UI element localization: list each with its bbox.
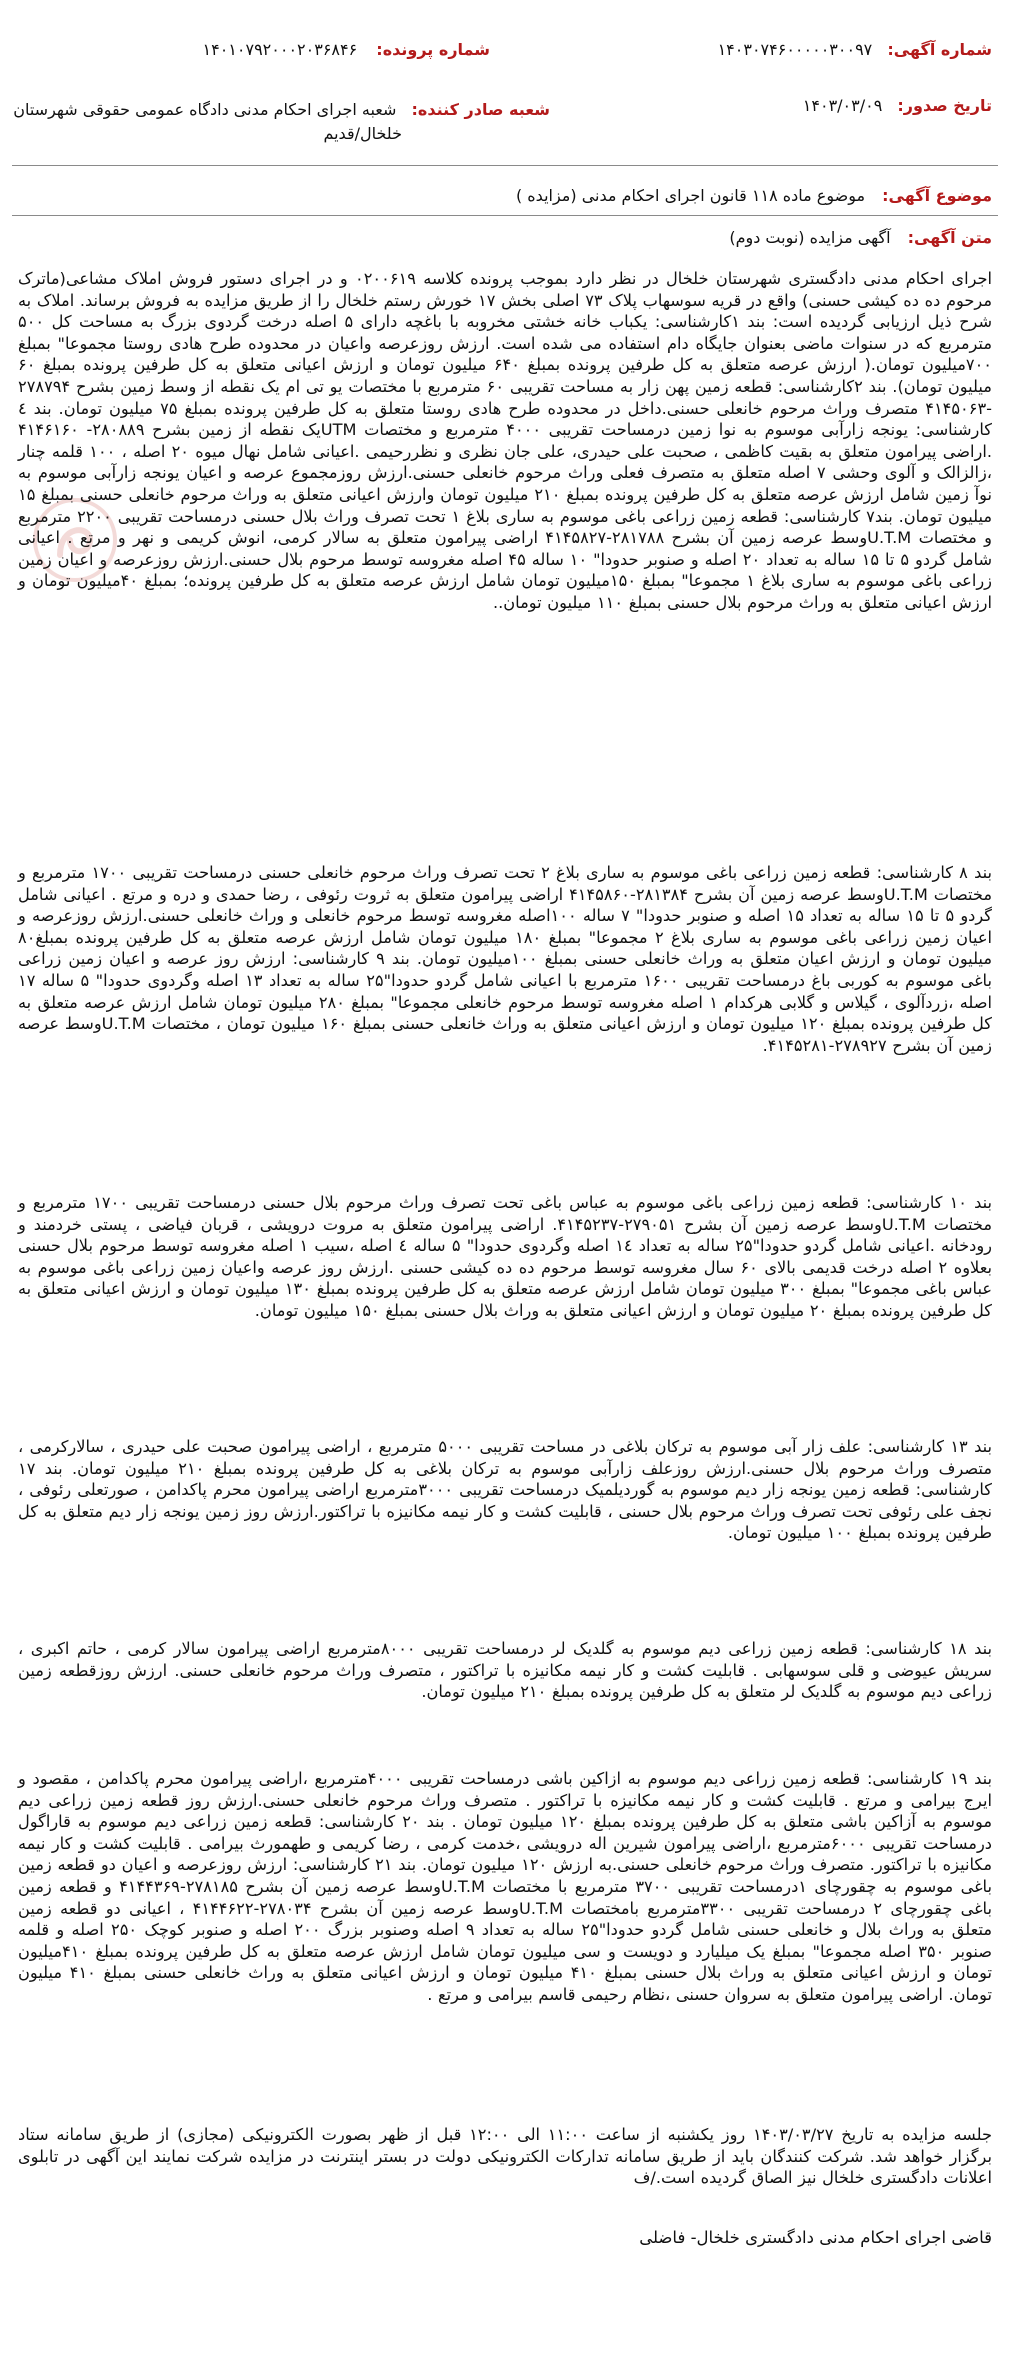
- ad-number-label: شماره آگهی:: [887, 40, 992, 59]
- body-title-label: متن آگهی:: [907, 228, 992, 247]
- subject-value: موضوع ماده ۱۱۸ قانون اجرای احکام مدنی (مزایده ): [515, 186, 866, 205]
- issuer-row: [13, 96, 550, 124]
- issuer-value-line2: خلخال/قدیم: [323, 124, 402, 143]
- signature-line: قاضی اجرای احکام مدنی دادگستری خلخال- فاضلی: [639, 2228, 992, 2247]
- issue-date-label: تاریخ صدور:: [897, 96, 992, 115]
- header-divider: [12, 165, 998, 166]
- ad-number-row: [718, 40, 992, 59]
- subject-label: موضوع آگهی:: [882, 186, 992, 205]
- case-number-row: [203, 40, 490, 59]
- paragraph-7: جلسه مزایده به تاریخ ۱۴۰۳/۰۳/۲۷ روز یکشنبه از ساعت ۱۱:۰۰ الی ۱۲:۰۰ قبل از ظهر بصورت الکترونیکی (مجازی) از طریق سامانه ستاد برگزار خواهد شد. شرکت کنندگان باید از طریق سامانه تدارکات الکترونیکی دولت در بستر اینترنت در مزایده شرکت نمایند این آگهی در تابلوی اعلانات دادگستری خلخال نیز الصاق گردیده است./ف: [18, 2125, 992, 2188]
- paragraph-2: بند ۸ کارشناسی: قطعه زمین زراعی باغی موسوم به ساری بلاغ ۲ تحت تصرف وراث مرحوم خانعلی حسنی درمساحت تقریبی ۱۷۰۰ مترمربع و مختصات U.T.Mوسط عرصه زمین آن بشرح ۲۸۱۳۸۴-۴۱۴۵۸۶۰ اراضی پیرامون متعلق به ثروت رئوفی ، رضا حمدی و دره و مرتع . اعیانی شامل گردو ۵ تا ۱۵ ساله به تعداد ۱۵ اصله و صنوبر حدودا" ۷ ساله ۱۰۰اصله مغروسه توسط مرحوم خانعلی و وراث خانعلی حسنی.ارزش روزعرصه و اعیان زمین زراعی باغی موسوم به ساری بلاغ ۲ مجموعا" بمبلغ ۱۸۰ میلیون تومان شامل ارزش عرصه متعلق به کل طرفین پرونده بمبلغ۸۰ میلیون تومان و ارزش اعیان متعلق به وراث خانعلی حسنی بمبلغ ۱۰۰میلیون تومان. بند ۹ کارشناسی: ارزش روز عرصه و اعیان زمین زراعی باغی موسوم به کوربی باغ درمساحت تقریبی ۱۶۰۰ مترمربع با اعیانی شامل گردو حدودا"۲۵ ساله به تعداد ۱۳ اصله وگردوی حدودا" ۵ ساله ۱۷ اصله ،زردآلوی ، گیلاس و گلابی هرکدام ۱ اصله مغروسه توسط مرحوم خانعلی مجموعا" بمبلغ ۲۸۰ میلیون تومان شامل ارزش عرصه متعلق به کل طرفین پرونده بمبلغ ۱۲۰ میلیون تومان و ارزش اعیانی متعلق به وراث خانعلی حسنی بمبلغ ۱۶۰ میلیون تومان ، مختصات U.T.Mوسط عرصه زمین آن بشرح ۲۷۸۹۲۷-۴۱۴۵۲۸۱.: [18, 863, 993, 1055]
- paragraph-5: بند ۱۸ کارشناسی: قطعه زمین زراعی دیم موسوم به گلدیک لر درمساحت تقریبی ۸۰۰۰مترمربع اراضی پیرامون سالار کرمی ، حاتم اکبری ، سریش عیوضی و قلی سوسهابی . قابلیت کشت و کار نیمه مکانیزه با تراکتور ، متصرف وراث مرحوم خانعلی حسنی. ارزش روزقطعه زمین زراعی دیم موسوم به گلدیک لر متعلق به کل طرفین پرونده بمبلغ ۲۱۰ میلیون تومان.: [18, 1639, 992, 1702]
- body-title-row: [729, 228, 992, 247]
- subject-divider: [12, 215, 998, 216]
- subject-row: [516, 186, 992, 205]
- issue-date-row: [803, 96, 992, 115]
- issuer-label: شعبه صادر کننده:: [411, 100, 550, 119]
- case-number-value: ۱۴۰۱۰۷۹۲۰۰۰۲۰۳۶۸۴۶: [202, 40, 358, 59]
- case-number-label: شماره پرونده:: [376, 40, 490, 59]
- paragraph-1: اجرای احکام مدنی دادگستری شهرستان خلخال در نظر دارد بموجب پرونده کلاسه ۰۲۰۰۶۱۹ و در اجرای دستور فروش املاک مشاعی(ماترک مرحوم ده ده کیشی حسنی) واقع در قریه سوسهاب پلاک ۷۳ اصلی بخش ۱۷ خورش رستم خلخال را از طریق مزایده به فروش برساند. املاک به شرح ذیل ارزیابی گردیده است: بند ۱کارشناسی: یکباب خانه خشتی مخروبه با باغچه دارای ۵ اصله درخت گردوی بزرگ به مساحت کل ۵۰۰ مترمربع که در سنوات ماضی بعنوان جایگاه دام استفاده می شده است. ارزش روزعرصه واعیان در محدوده طرح هادی روستا مجموعا" بمبلغ ۷۰۰میلیون تومان.( ارزش عرصه متعلق به کل طرفین پرونده بمبلغ ۶۴۰ میلیون تومان و ارزش اعیانی متعلق به کل طرفین پرونده بمبلغ ۶۰ میلیون تومان). بند ۲کارشناسی: قطعه زمین پهن زار به مساحت تقریبی ۶۰ مترمربع با مختصات یو تی ام یک نقطه از وسط زمین بشرح ۲۷۸۷۹۴ -۴۱۴۵۰۶۳ متصرف وراث مرحوم خانعلی حسنی.داخل در محدوده طرح هادی روستا متعلق به کل طرفین پرونده بمبلغ ۷۵ میلیون تومان. بند ٤ کارشناسی: یونجه زارآبی موسوم به نوا زمین درمساحت تقریبی ۴۰۰۰ مترمربع و مختصات UTMیک نقطه از زمین بشرح ۲۸۰۸۸۹- ۴۱۴۶۱۶۰ .اراضی پیرامون متعلق به بقیت کاظمی ، صحبت علی حیدری، علی جان نظری و نظررحیمی .اعیانی شامل نهال میوه ۲۰ اصله ، ۱۰۰ قلمه چنار ،زالزالک و آلوی وحشی ۷ اصله متعلق به متصرف فعلی وراث مرحوم خانعلی حسنی.ارزش روزمجموع عرصه و اعیان یونجه زارآبی موسوم به نوآ زمین شامل ارزش عرصه متعلق به کل طرفین پرونده بمبلغ ۲۱۰ میلیون تومان وارزش اعیانی متعلق به وراث مرحوم خانعلی حسنی بمبلغ ۱۵ میلیون تومان. بند۷ کارشناسی: قطعه زمین زراعی باغی موسوم به ساری بلاغ ۱ تحت تصرف وراث بلال حسنی درمساحت تقریبی ۲۲۰۰ مترمربع و مختصات U.T.Mوسط عرصه زمین آن بشرح ۲۸۱۷۸۸-۴۱۴۵۸۲۷ اراضی پیرامون متعلق به سالار کرمی، انوش کریمی و نهر و مرتع . اعیانی شامل گردو ۵ تا ۱۵ ساله به تعداد ۲۰ اصله و صنوبر حدودا" ۱۰ ساله ۴۵ اصله مغروسه توسط مرحوم بلال حسنی.ارزش روزعرصه و اعیان زمین زراعی باغی موسوم به ساری بلاغ ۱ مجموعا" بمبلغ ۱۵۰میلیون تومان شامل ارزش عرصه متعلق به کل طرفین پرونده؛ بمبلغ ۴۰میلیون تومان و ارزش اعیانی متعلق به وراث مرحوم بلال حسنی بمبلغ ۱۱۰ میلیون تومان..: [18, 269, 993, 612]
- ad-number-value: ۱۴۰۳۰۷۴۶۰۰۰۰۰۳۰۰۹۷: [717, 40, 873, 59]
- issuer-value-line1: شعبه اجرای احکام مدنی دادگاه عمومی حقوقی شهرستان: [13, 100, 397, 119]
- body-title-value: آگهی مزایده (نوبت دوم): [729, 228, 891, 247]
- paragraph-3: بند ۱۰ کارشناسی: قطعه زمین زراعی باغی موسوم به عباس باغی تحت تصرف وراث مرحوم بلال حسنی درمساحت تقریبی ۱۷۰۰ مترمربع و مختصات U.T.Mوسط عرصه زمین آن بشرح ۲۷۹۰۵۱-۴۱۴۵۲۳۷. اراضی پیرامون متعلق به مروت درویشی ، قربان فیاضی ، پستی خردمند و رودخانه .اعیانی شامل گردو حدودا"۲۵ ساله به تعداد ۱٤ اصله وگردوی حدودا" ۵ ساله ٤ اصله ،سیب ۱ اصله مغروسه توسط مرحوم بلال حسنی بعلاوه ۲ اصله درخت قدیمی بالای ۶۰ سال مغروسه توسط مرحوم ده ده کیشی حسنی .ارزش روز عرصه واعیان زمین زراعی باغی موسوم به عباس باغی مجموعا" بمبلغ ۳۰۰ میلیون تومان شامل ارزش عرصه متعلق به کل طرفین پرونده بمبلغ ۱۳۰ میلیون تومان و ارزش اعیانی متعلق به کل طرفین پرونده بمبلغ ۲۰ میلیون تومان و ارزش اعیانی متعلق به وراث بلال حسنی بمبلغ ۱۵۰ میلیون تومان.: [18, 1193, 993, 1320]
- paragraph-4: بند ۱۳ کارشناسی: علف زار آبی موسوم به ترکان بلاغی در مساحت تقریبی ۵۰۰۰ مترمربع ، اراضی پیرامون صحبت علی حیدری ، سالارکرمی ، متصرف وراث مرحوم بلال حسنی.ارزش روزعلف زارآبی موسوم به ترکان بلاغی به کل طرفین پرونده بمبلغ ۲۱۰ میلیون تومان. بند ۱۷ کارشناسی: قطعه زمین یونجه زار دیم موسوم به گوردیلمیک درمساحت تقریبی ۳۰۰۰مترمربع اراضی پیرامون محرم پاکدامن ، صورتعلی رئوفی ، نجف علی رئوفی تحت تصرف وراث مرحوم بلال حسنی ، قابلیت کشت و کار نیمه مکانیزه با تراکتور.ارزش روز زمین یونجه زار دیم متعلق به کل طرفین پرونده بمبلغ ۱۰۰ میلیون تومان.: [18, 1437, 992, 1543]
- issue-date-value: ۱۴۰۳/۰۳/۰۹: [802, 96, 883, 115]
- paragraph-6: بند ۱۹ کارشناسی: قطعه زمین زراعی دیم موسوم به ازاکین باشی درمساحت تقریبی ۴۰۰۰مترمربع ،اراضی پیرامون محرم پاکدامن ، مقصود و ایرج بیرامی و مرتع . قابلیت کشت و کار نیمه مکانیزه با تراکتور . متصرف وراث مرحوم خانعلی حسنی.ارزش روز قطعه زمین زراعی دیم موسوم به آزاکین باشی متعلق به کل طرفین پرونده بمبلغ ۱۲۰ میلیون تومان . بند ۲۰ کارشناسی: قطعه زمین زراعی دیم موسوم به قاراگول درمساحت تقریبی ۶۰۰۰مترمربع ،اراضی پیرامون شیرین اله درویشی ،خدمت کرمی ، رضا کریمی و طهمورث بیرامی . قابلیت کشت و کار نیمه مکانیزه با تراکتور. متصرف وراث مرحوم خانعلی حسنی.به ارزش ۱۲۰ میلیون تومان. بند ۲۱ کارشناسی: ارزش روزعرصه و اعیان دو قطعه زمین باغی موسوم به چقورچای ۱درمساحت تقریبی ۳۷۰۰ مترمربع با مختصات U.T.Mوسط عرصه زمین آن بشرح ۲۷۸۱۸۵-۴۱۴۴۳۶۹ و قطعه زمین باغی چقورچای ۲ درمساحت تقریبی ۳۳۰۰مترمربع بامختصات U.T.Mوسط عرصه زمین آن بشرح ۲۷۸۰۳۴-۴۱۴۴۶۲۲ ، اعیانی دو قطعه زمین متعلق به وراث بلال و خانعلی حسنی شامل گردو حدودا"۲۵ ساله به تعداد ۹ اصله وصنوبر بزرگ ۲۰۰ اصله و صنوبر کوچک ۲۵۰ اصله و قلمه صنوبر ۳۵۰ اصله مجموعا" بمبلغ یک میلیارد و دویست و سی میلیون تومان شامل ارزش عرصه متعلق به کل طرفین پرونده بمبلغ ۴۱۰میلیون تومان و ارزش اعیانی متعلق به وراث بلال حسنی بمبلغ ۴۱۰ میلیون تومان و ارزش اعیانی متعلق به وراث خانعلی حسنی بمبلغ ۴۱۰ میلیون تومان. اراضی پیرامون متعلق به سروان حسنی ،نظام رحیمی قاسم بیرامی و مرتع .: [18, 1769, 993, 2004]
